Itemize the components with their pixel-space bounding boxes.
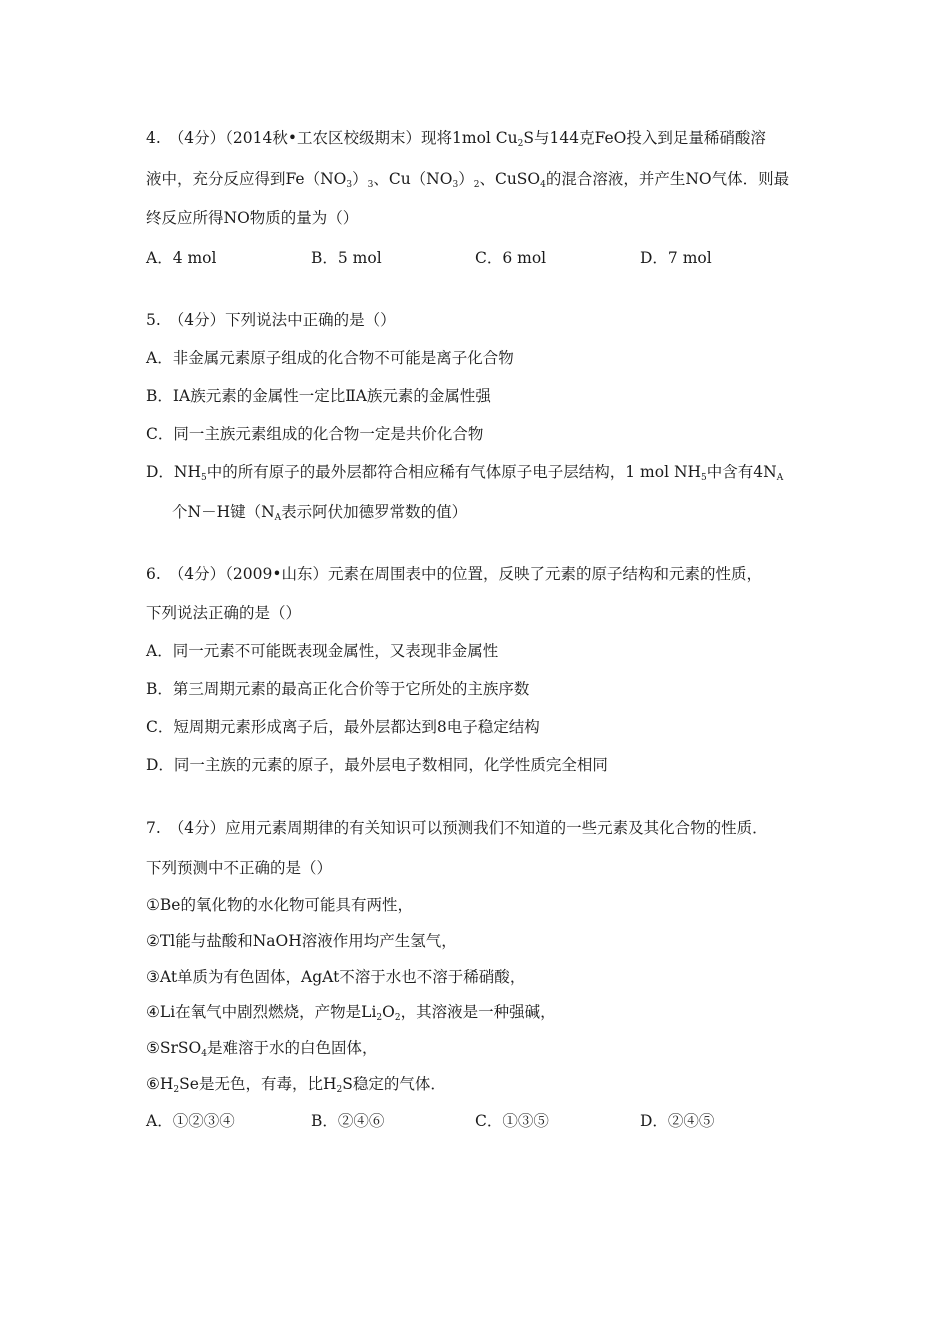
option-d: D．同一主族的元素的原子，最外层电子数相同，化学性质完全相同 (146, 756, 608, 774)
statement-5: ⑤SrSO$_4$是难溶于水的白色固体， (146, 1039, 378, 1059)
question-number: 7. (146, 819, 161, 837)
option-a: A．4 mol (146, 249, 217, 267)
statement-3: ③At单质为有色固体，AgAt不溶于水也不溶于稀硝酸， (146, 968, 526, 986)
option-d: D．7 mol (640, 249, 712, 267)
question-6-line-1: 6. （4分）（2009•山东）元素在周围表中的位置，反映了元素的原子结构和元素的性质， (146, 565, 762, 583)
statement-4: ④Li在氧气中剧烈燃烧，产物是$Li_2O_2$，其溶液是一种强碱， (146, 1003, 556, 1023)
option-a: A．非金属元素原子组成的化合物不可能是离子化合物 (146, 349, 514, 367)
statement-1: ①Be的氧化物的水化物可能具有两性， (146, 896, 413, 914)
option-c: C．同一主族元素组成的化合物一定是共价化合物 (146, 425, 484, 443)
question-4-line-2: 液中，充分反应得到$Fe(NO_3)_3$、$Cu(NO_3)_2$、CuSO$_4$的混合溶液，并产生NO气体．则最 (146, 170, 790, 190)
question-7-line-2: 下列预测中不正确的是（） (146, 859, 333, 877)
question-6-line-2: 下列说法正确的是（） (146, 604, 302, 622)
question-number: 5. (146, 311, 161, 329)
question-number: 6. (146, 565, 161, 583)
question-number: 4. (146, 129, 161, 147)
option-d: D．②④⑤ (640, 1112, 715, 1130)
option-b: B．②④⑥ (311, 1112, 385, 1130)
option-b: B．ⅠA族元素的金属性一定比ⅡA族元素的金属性强 (146, 387, 491, 405)
option-b: B．5 mol (311, 249, 382, 267)
option-d-continued: 个N－H键（$N_A$表示阿伏加德罗常数的值） (172, 503, 468, 523)
option-c: C．短周期元素形成离子后，最外层都达到8电子稳定结构 (146, 718, 540, 736)
question-source: （2014秋•工农区校级期末） (225, 129, 422, 147)
option-c: C．6 mol (475, 249, 547, 267)
option-d: D．$NH_5$中的所有原子的最外层都符合相应稀有气体原子电子层结构，1 mol $NH_5$中含有$4N_A$ (146, 463, 784, 483)
statement-2: ②Tl能与盐酸和NaOH溶液作用均产生氢气， (146, 932, 457, 950)
question-7-line-1: 7. （4分）应用元素周期律的有关知识可以预测我们不知道的一些元素及其化合物的性质． (146, 819, 768, 837)
question-5-line-1: 5. （4分）下列说法中正确的是（） (146, 311, 396, 329)
question-4-line-3: 终反应所得NO物质的量为（） (146, 209, 359, 227)
option-b: B．第三周期元素的最高正化合价等于它所处的主族序数 (146, 680, 530, 698)
statement-6: $⑥H_2Se$是无色，有毒，比$H_2S$稳定的气体． (146, 1075, 446, 1095)
question-4-line-1: 4. （4分）（2014秋•工农区校级期末）现将1mol $Cu_2S$与144克FeO投入到足量稀硝酸溶 (146, 129, 766, 149)
question-score: （4分） (168, 129, 226, 147)
option-a: A．同一元素不可能既表现金属性，又表现非金属性 (146, 642, 499, 660)
option-c: C．①③⑤ (475, 1112, 549, 1130)
option-a: A．①②③④ (146, 1112, 235, 1130)
